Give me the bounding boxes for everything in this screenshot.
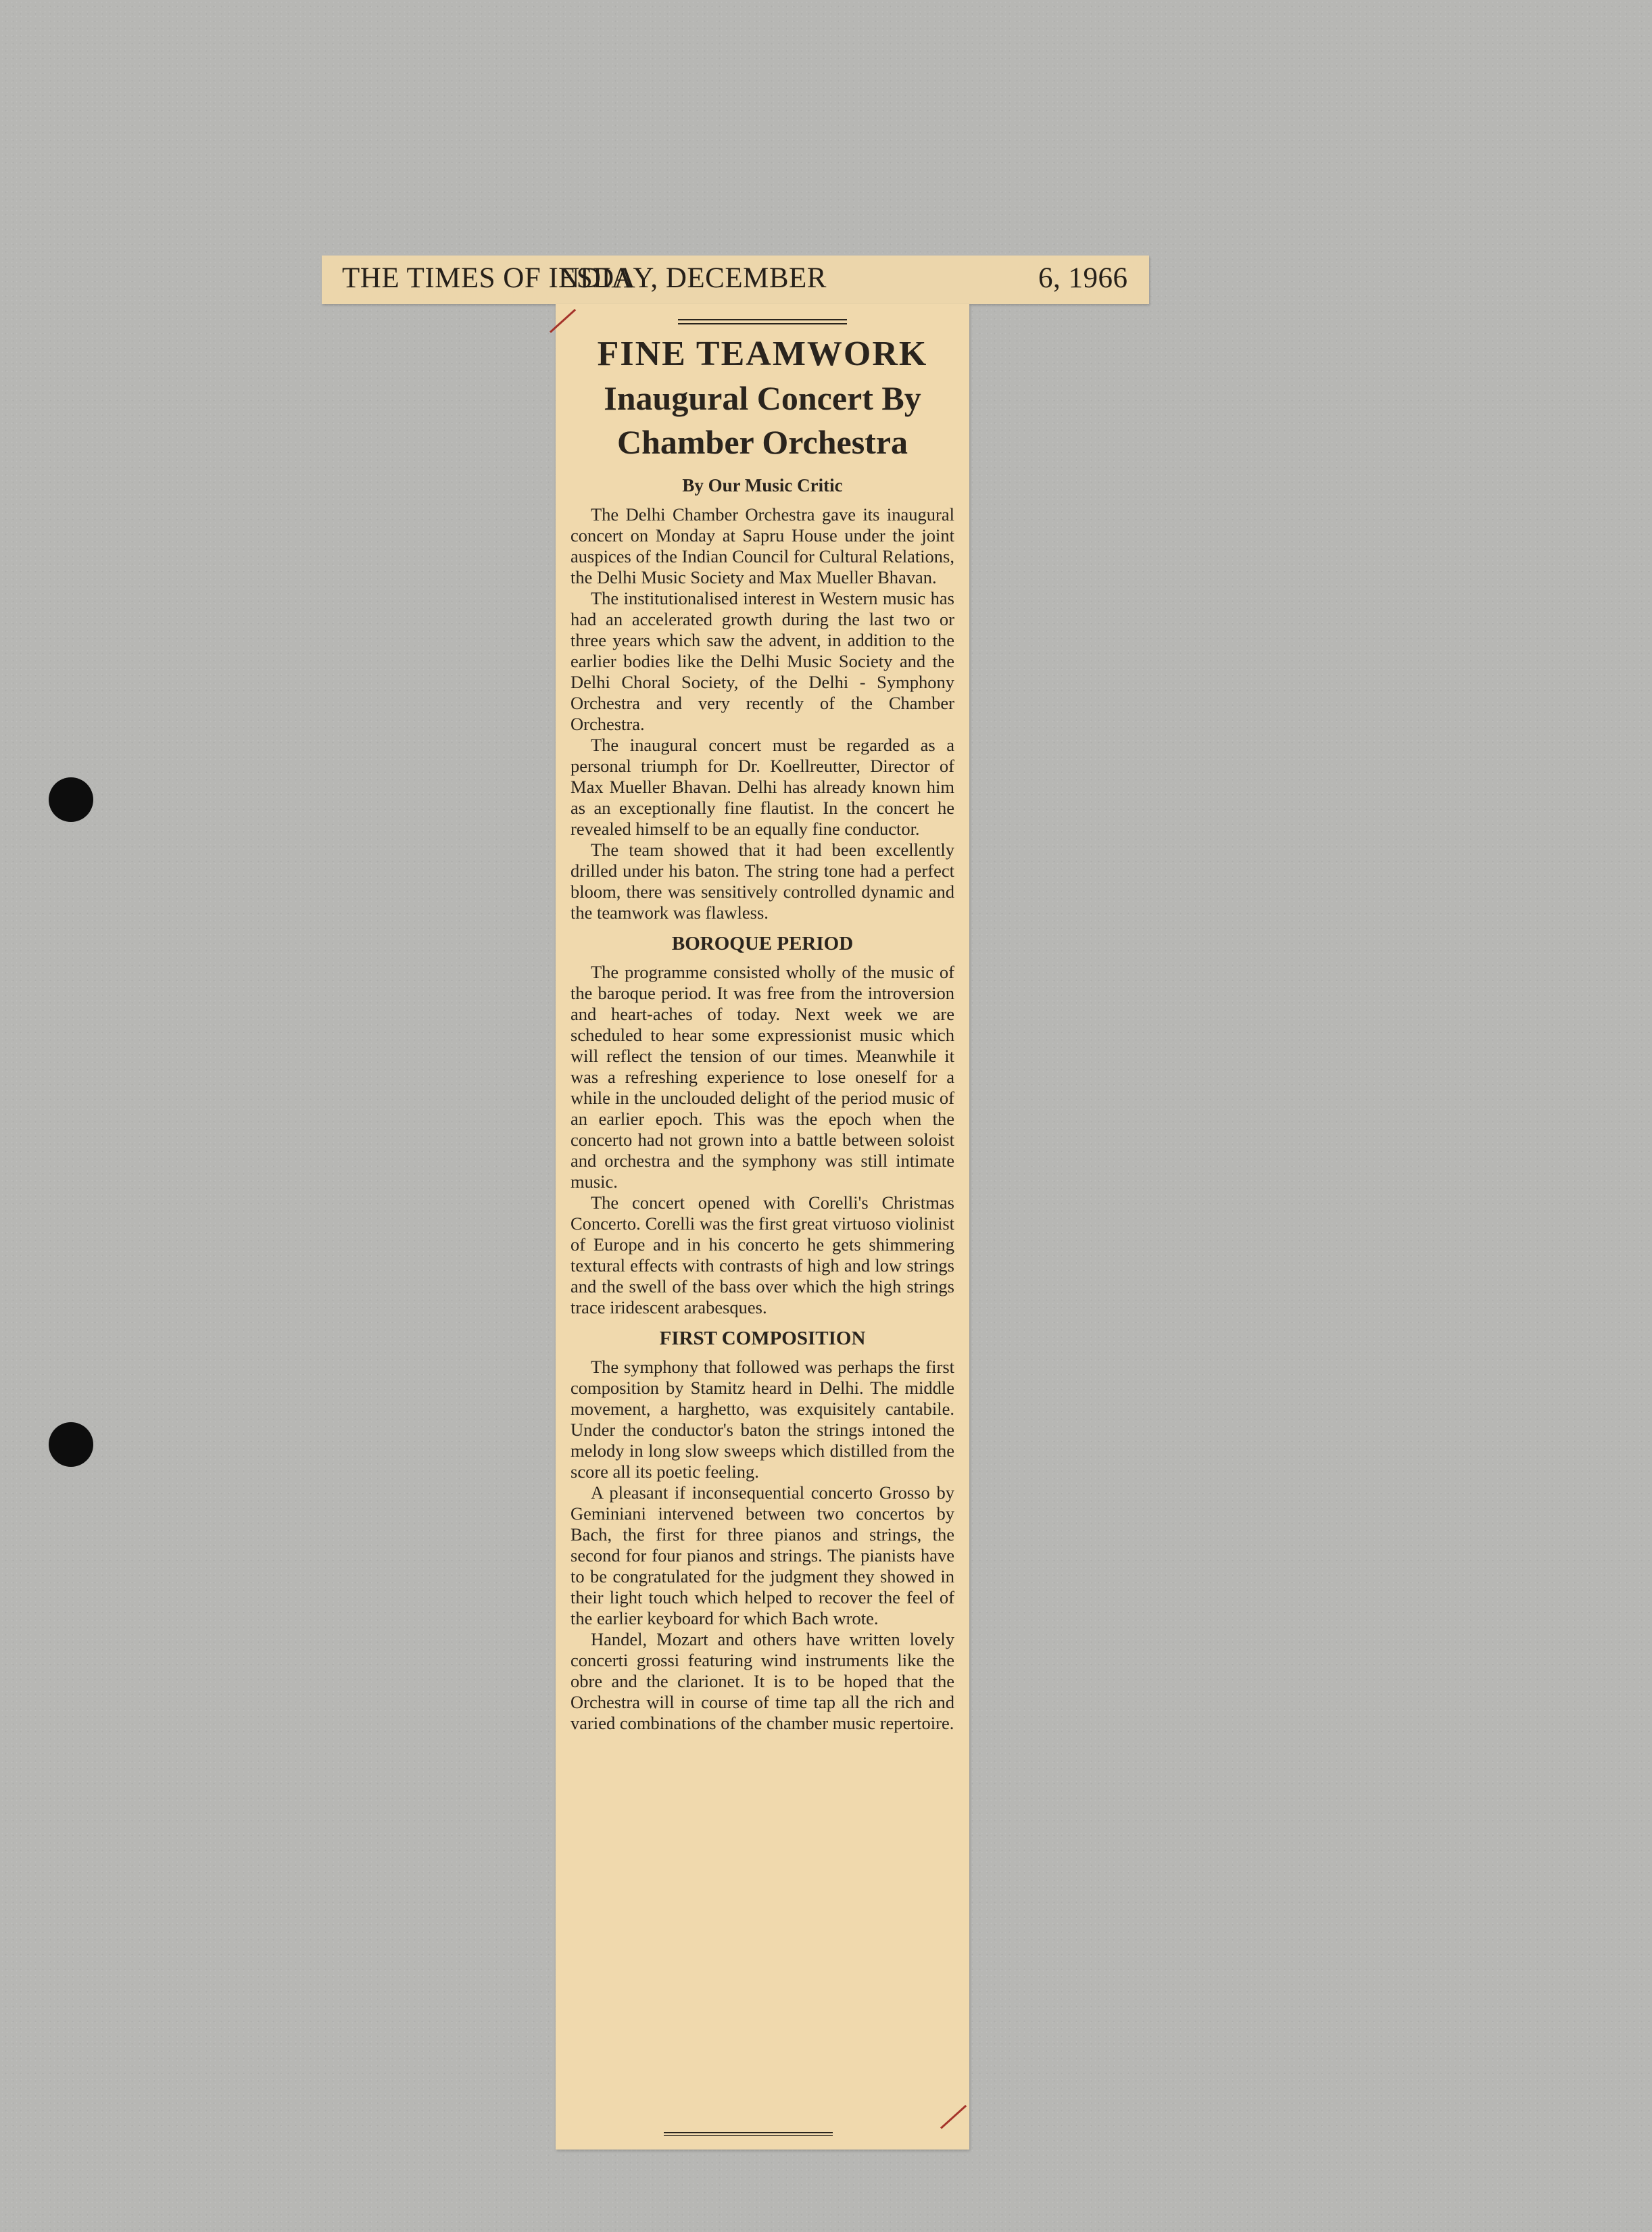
bottom-rule (664, 2132, 833, 2136)
section-heading: BOROQUE PERIOD (671, 933, 854, 955)
top-rule (678, 319, 847, 324)
paragraph: The symphony that followed was perhaps the first composition by Stamitz heard in Delhi. The middle movement, a harghetto, was exquisitely cantabile. Under the conductor's baton the strings intoned the melody in long slow sweeps which distilled from the score all its poetic feeling. (570, 1357, 954, 1482)
publication-day-year: 6, 1966 (1038, 262, 1128, 294)
red-pencil-mark (550, 309, 576, 333)
paragraph: The Delhi Chamber Orchestra gave its inaugural concert on Monday at Sapru House under the joint auspices of the Indian Council for Cultural Relations, the Delhi Music Society and Max Mueller Bhavan. (570, 504, 954, 588)
punch-hole (49, 777, 93, 822)
paragraph: The institutionalised interest in Western music has had an accelerated growth during the last two or three years which saw the advent, in addition to the earlier bodies like the Delhi Music Society and the Delhi Choral Society, of the Delhi - Symphony Orchestra and very recently of the Chamber Orchestra. (570, 588, 954, 735)
punch-hole (49, 1422, 93, 1467)
section-heading: FIRST COMPOSITION (659, 1328, 866, 1350)
subheadline-line-1: Inaugural Concert By (604, 379, 921, 418)
byline: By Our Music Critic (682, 475, 843, 496)
masthead-strip (322, 256, 1149, 304)
article-clipping (556, 304, 969, 2150)
headline: FINE TEAMWORK (597, 335, 928, 373)
paragraph: The team showed that it had been excellently drilled under his baton. The string tone had a perfect bloom, there was sensitively controlled dynamic and the teamwork was flawless. (570, 840, 954, 923)
subheadline-line-2: Chamber Orchestra (616, 423, 908, 462)
newspaper-name: THE TIMES OF INDIA (342, 262, 633, 294)
paragraph: The programme consisted wholly of the music of the baroque period. It was free from the introversion and heart-aches of today. Next week we are scheduled to hear some expressionist music which will reflect the tension of our times. Meanwhile it was a refreshing experience to lose oneself for a while in the unclouded delight of the period music of an earlier epoch. This was the epoch when the concerto had not grown into a battle between soloist and orchestra and the symphony was still intimate music. (570, 962, 954, 1192)
paragraph: The concert opened with Corelli's Christmas Concerto. Corelli was the first great virtuoso violinist of Europe and in his concerto he gets shimmering textural effects with contrasts of high and low strings and the swell of the bass over which the high strings trace iridescent arabesques. (570, 1192, 954, 1318)
paragraph: The inaugural concert must be regarded as a personal triumph for Dr. Koellreutter, Director of Max Mueller Bhavan. Delhi has already known him as an exceptionally fine flautist. In the concert he revealed himself to be an equally fine conductor. (570, 735, 954, 840)
paragraph: A pleasant if inconsequential concerto Grosso by Geminiani intervened between two concertos by Bach, the first for three pianos and strings, the second for four pianos and strings. The pianists have to be congratulated for the judgment they showed in their light touch which helped to recover the feel of the earlier keyboard for which Bach wrote. (570, 1482, 954, 1629)
red-pencil-mark (940, 2105, 967, 2129)
paragraph: Handel, Mozart and others have written lovely concerti grossi featuring wind instruments like the obre and the clarionet. It is to be hoped that the Orchestra will in course of time tap all the rich and varied combinations of the chamber music repertoire. (570, 1629, 954, 1734)
publication-date: ESDAY, DECEMBER (558, 262, 827, 294)
